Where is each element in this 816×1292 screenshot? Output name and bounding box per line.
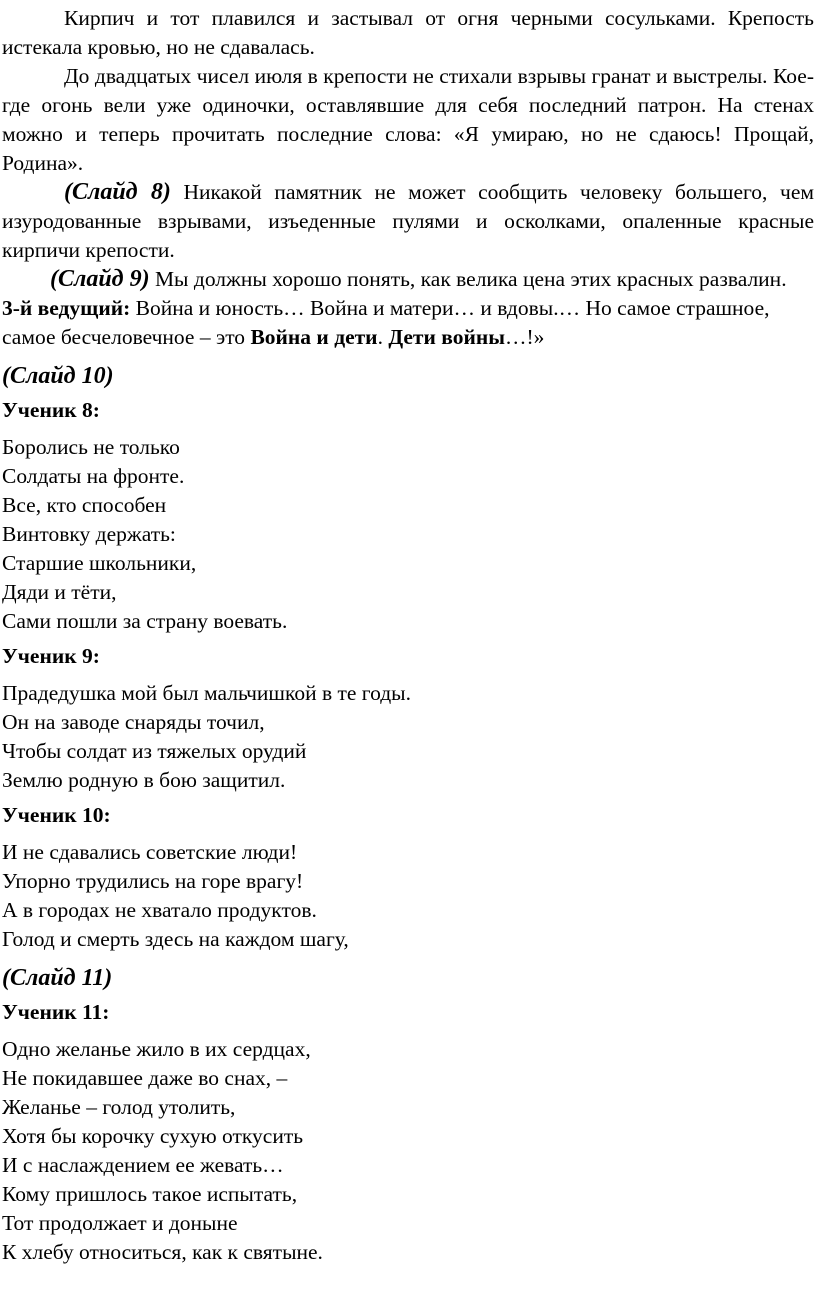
verse-line: Кому пришлось такое испытать, (2, 1182, 298, 1206)
paragraph-slide-9 (2, 265, 814, 294)
slide-9-label: (Слайд 9) (50, 266, 150, 292)
verse-line: Чтобы солдат из тяжелых орудий (2, 739, 307, 763)
verse-line: К хлебу относиться, как к святыне. (2, 1240, 323, 1264)
verse-line: И не сдавались советские люди! (2, 840, 298, 864)
verse-line: Тот продолжает и доныне (2, 1211, 238, 1235)
verse-line: Старшие школьники, (2, 551, 197, 575)
slide-9-text: Мы должны хорошо понять, как велика цена этих красных развалин. (149, 267, 787, 291)
slide-10-heading: (Слайд 10) (2, 363, 114, 389)
paragraph-july-explosions: До двадцатых чисел июля в крепости не стихали взрывы гранат и выстрелы. Кое-где огонь вели уже одиночки, оставлявшие для себя последний патрон. На стенах можно и теперь прочитать последние слова: «Я умираю, но не сдаюсь! Прощай, Родина». (2, 64, 814, 175)
verse-line: Землю родную в бою защитил. (2, 768, 286, 792)
third-host-speaker: 3-й ведущий: (2, 296, 131, 320)
verse-line: Сами пошли за страну воевать. (2, 609, 288, 633)
slide-11-heading: (Слайд 11) (2, 965, 113, 991)
verse-line: А в городах не хватало продуктов. (2, 898, 317, 922)
third-host-bold-2: Дети войны (388, 325, 506, 349)
verse-line: Желанье – голод утолить, (2, 1095, 236, 1119)
verse-line: Хотя бы корочку сухую откусить (2, 1124, 304, 1148)
verse-line: Прадедушка мой был мальчишкой в те годы. (2, 681, 411, 705)
student-10-label: Ученик 10: (2, 803, 111, 827)
third-host-bold-1: Война и дети (250, 325, 378, 349)
paragraph-brick-melted: Кирпич и тот плавился и застывал от огня черными сосульками. Крепость истекала кровью, но не сдавалась. (2, 6, 814, 59)
verse-line: Все, кто способен (2, 493, 167, 517)
student-9-label: Ученик 9: (2, 644, 100, 668)
verse-line: Не покидавшее даже во снах, – (2, 1066, 288, 1090)
verse-line: Дяди и тёти, (2, 580, 117, 604)
third-host-text-3: …!» (505, 325, 545, 349)
student-8-verse (2, 433, 814, 636)
verse-line: Винтовку держать: (2, 522, 176, 546)
student-8-label: Ученик 8: (2, 398, 100, 422)
slide-8-text: Никакой памятник не может сообщить человеку большего, чем изуродованные взрывами, изъеденные пулями и осколками, опаленные красные кирпичи крепости. (2, 180, 815, 262)
student-11-verse (2, 1035, 814, 1267)
student-10-verse (2, 838, 814, 954)
verse-line: Боролись не только (2, 435, 180, 459)
third-host-text-1: Война и юность… Война и матери… и вдовы.… Но самое страшное, самое бесчеловечное – это (2, 296, 770, 349)
verse-line: Солдаты на фронте. (2, 464, 185, 488)
slide-8-label: (Слайд 8) (64, 179, 171, 205)
student-9-verse (2, 679, 814, 795)
paragraph-slide-8 (2, 178, 814, 265)
verse-line: И с наслаждением ее жевать… (2, 1153, 284, 1177)
verse-line: Одно желанье жило в их сердцах, (2, 1037, 311, 1061)
third-host-text-2: . (377, 325, 389, 349)
verse-line: Упорно трудились на горе врагу! (2, 869, 304, 893)
verse-line: Голод и смерть здесь на каждом шагу, (2, 927, 349, 951)
student-11-label: Ученик 11: (2, 1000, 110, 1024)
paragraph-third-host (2, 294, 814, 352)
verse-line: Он на заводе снаряды точил, (2, 710, 265, 734)
